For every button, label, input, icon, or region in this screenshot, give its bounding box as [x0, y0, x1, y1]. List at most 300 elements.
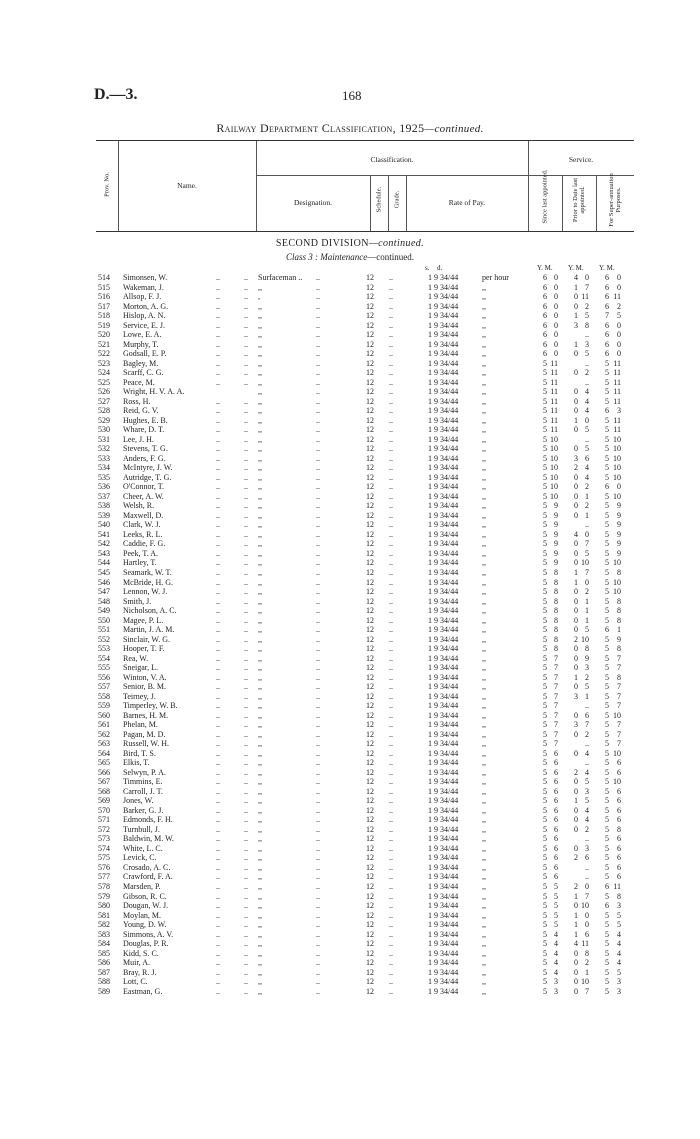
prior-months: 4 [585, 406, 589, 416]
leader-dots: .. [244, 377, 248, 387]
leader-dots: .. [244, 777, 248, 787]
leader-dots: .. [389, 634, 393, 644]
leader-dots: .. [316, 644, 320, 654]
schedule: 12 [366, 311, 374, 321]
leader-dots: .. [316, 691, 320, 701]
since-months: 0 [554, 330, 558, 340]
since-months: 10 [550, 472, 558, 482]
rate-unit: ,, [482, 958, 486, 968]
schedule: 12 [366, 853, 374, 863]
rate-of-pay: 1 9 34/44 [428, 920, 459, 930]
super-years: 5 [605, 358, 609, 368]
leader-dots: .. [244, 510, 248, 520]
prior-months: 7 [585, 282, 589, 292]
leader-dots: .. [316, 862, 320, 872]
leader-dots: .. [244, 663, 248, 673]
prov-number: 550 [98, 615, 110, 625]
super-months: 3 [617, 406, 621, 416]
since-years: 5 [543, 501, 547, 511]
super-years: 5 [605, 425, 609, 435]
employee-name: Rea, W. [123, 653, 149, 663]
rate-unit: ,, [482, 682, 486, 692]
schedule: 12 [366, 767, 374, 777]
rate-of-pay: 1 9 34/44 [428, 682, 459, 692]
leader-dots: .. [244, 425, 248, 435]
rate-unit: ,, [482, 691, 486, 701]
designation: ,, [258, 349, 262, 359]
prior-years: 1 [574, 910, 578, 920]
leader-dots: .. [316, 701, 320, 711]
since-months: 5 [554, 910, 558, 920]
leader-dots: .. [389, 920, 393, 930]
employee-name: Reid, G. V. [123, 406, 159, 416]
employee-name: Russell, W. H. [123, 739, 170, 749]
table-row [0, 949, 700, 959]
since-months: 11 [550, 387, 558, 397]
since-months: 4 [554, 948, 558, 958]
schedule: 12 [366, 615, 374, 625]
employee-name: Jones, W. [123, 796, 154, 806]
prior-years: 0 [574, 977, 578, 987]
since-years: 5 [543, 387, 547, 397]
super-years: 5 [605, 872, 609, 882]
prov-number: 526 [98, 387, 110, 397]
leader-dots: .. [244, 967, 248, 977]
leader-dots: .. [389, 349, 393, 359]
since-months: 9 [554, 558, 558, 568]
rate-unit: ,, [482, 596, 486, 606]
since-months: 5 [554, 891, 558, 901]
rate-of-pay: 1 9 34/44 [428, 691, 459, 701]
rate-of-pay: 1 9 34/44 [428, 644, 459, 654]
schedule: 12 [366, 634, 374, 644]
table-row [0, 920, 700, 930]
schedule: 12 [366, 273, 374, 282]
employee-name: Moylan, M. [123, 910, 161, 920]
leader-dots: .. [316, 587, 320, 597]
designation: ,, [258, 520, 262, 530]
prior-years: 4 [574, 529, 578, 539]
leader-dots: .. [216, 853, 220, 863]
rate-unit: ,, [482, 387, 486, 397]
prior-years: 0 [574, 472, 578, 482]
leader-dots: .. [316, 539, 320, 549]
header-since-last-appointed: Since last appointed. [541, 169, 549, 224]
employee-name: Leeks, R. L. [123, 529, 163, 539]
prov-number: 569 [98, 796, 110, 806]
prior-months: 8 [585, 644, 589, 654]
rate-of-pay: 1 9 34/44 [428, 882, 459, 891]
leader-dots: .. [316, 910, 320, 920]
prov-number: 549 [98, 606, 110, 616]
leader-dots: .. [316, 634, 320, 644]
leader-dots: .. [244, 520, 248, 530]
leader-dots: .. [244, 301, 248, 311]
since-years: 5 [543, 710, 547, 720]
schedule: 12 [366, 805, 374, 815]
employee-name: Stevens, T. G. [123, 444, 168, 454]
leader-dots: .. [316, 967, 320, 977]
rate-of-pay: 1 9 34/44 [428, 368, 459, 378]
leader-dots: .. [389, 682, 393, 692]
since-years: 5 [543, 815, 547, 825]
rate-unit: ,, [482, 748, 486, 758]
super-years: 5 [605, 606, 609, 616]
leader-dots: .. [316, 672, 320, 682]
leader-dots: .. [216, 339, 220, 349]
table-row [0, 796, 700, 806]
table-row [0, 644, 700, 654]
employee-name: Scarff, C. G. [123, 368, 164, 378]
rate-unit: ,, [482, 396, 486, 406]
super-years: 5 [605, 891, 609, 901]
leader-dots: .. [216, 948, 220, 958]
rate-of-pay: 1 9 34/44 [428, 311, 459, 321]
leader-dots: .. [216, 292, 220, 302]
super-months: 8 [617, 606, 621, 616]
super-months: 11 [613, 425, 621, 435]
leader-dots: .. [389, 758, 393, 768]
prior-months: 1 [585, 967, 589, 977]
leader-dots: .. [389, 834, 393, 844]
rate-of-pay: 1 9 34/44 [428, 273, 459, 282]
prior-months: 4 [585, 463, 589, 473]
leader-dots: .. [216, 834, 220, 844]
since-years: 5 [543, 548, 547, 558]
designation: ,, [258, 986, 262, 996]
since-months: 8 [554, 615, 558, 625]
leader-dots: .. [244, 349, 248, 359]
schedule: 12 [366, 653, 374, 663]
super-years: 5 [605, 434, 609, 444]
since-years: 5 [543, 748, 547, 758]
table-row [0, 606, 700, 616]
leader-dots: .. [216, 311, 220, 321]
leader-dots: .. [389, 872, 393, 882]
super-years: 5 [605, 720, 609, 730]
leader-dots: .. [316, 501, 320, 511]
prior-months: 8 [585, 948, 589, 958]
prior-years: 0 [574, 653, 578, 663]
super-years: 5 [605, 815, 609, 825]
prior-months: 2 [585, 587, 589, 597]
leader-dots: .. [244, 482, 248, 492]
employee-name: Caddie, F. G. [123, 539, 166, 549]
super-years: 5 [605, 444, 609, 454]
leader-dots: .. [389, 577, 393, 587]
prior-years: 0 [574, 368, 578, 378]
super-months: 7 [617, 701, 621, 711]
since-months: 11 [550, 425, 558, 435]
super-years: 5 [605, 491, 609, 501]
prov-number: 528 [98, 406, 110, 416]
header-rule [370, 175, 371, 231]
leader-dots: .. [389, 292, 393, 302]
schedule: 12 [366, 682, 374, 692]
since-months: 10 [550, 482, 558, 492]
leader-dots: .. [389, 396, 393, 406]
prov-number: 558 [98, 691, 110, 701]
prov-number: 541 [98, 529, 110, 539]
prior-months: .. [585, 358, 589, 368]
prior-months: 5 [585, 796, 589, 806]
prior-years: 0 [574, 539, 578, 549]
prov-number: 547 [98, 587, 110, 597]
leader-dots: .. [216, 882, 220, 891]
schedule: 12 [366, 482, 374, 492]
super-months: 10 [613, 558, 621, 568]
employee-name: Lennon, W. J. [123, 587, 168, 597]
leader-dots: .. [316, 320, 320, 330]
prior-years: 0 [574, 425, 578, 435]
leader-dots: .. [244, 501, 248, 511]
super-years: 5 [605, 672, 609, 682]
rate-of-pay: 1 9 34/44 [428, 739, 459, 749]
prior-years: 0 [574, 948, 578, 958]
leader-dots: .. [244, 910, 248, 920]
table-row [0, 720, 700, 730]
rate-unit: ,, [482, 862, 486, 872]
rate-unit: ,, [482, 425, 486, 435]
designation: ,, [258, 843, 262, 853]
designation: ,, [258, 672, 262, 682]
leader-dots: .. [389, 567, 393, 577]
since-months: 8 [554, 577, 558, 587]
rate-of-pay: 1 9 34/44 [428, 529, 459, 539]
leader-dots: .. [389, 939, 393, 949]
super-months: 4 [617, 948, 621, 958]
prov-number: 519 [98, 320, 110, 330]
since-years: 5 [543, 891, 547, 901]
since-years: 5 [543, 615, 547, 625]
prior-years: 0 [574, 729, 578, 739]
rate-unit: ,, [482, 891, 486, 901]
rate-of-pay: 1 9 34/44 [428, 349, 459, 359]
class-label: Class 3 : [286, 252, 319, 262]
prior-years: 1 [574, 796, 578, 806]
rate-unit: ,, [482, 634, 486, 644]
leader-dots: .. [316, 577, 320, 587]
schedule: 12 [366, 748, 374, 758]
leader-dots: .. [216, 482, 220, 492]
leader-dots: .. [216, 701, 220, 711]
leader-dots: .. [216, 891, 220, 901]
designation: ,, [258, 948, 262, 958]
since-months: 8 [554, 606, 558, 616]
prov-number: 560 [98, 710, 110, 720]
prior-months: 5 [585, 548, 589, 558]
super-years: 5 [605, 644, 609, 654]
super-months: 6 [617, 767, 621, 777]
since-months: 0 [554, 273, 558, 282]
since-months: 7 [554, 653, 558, 663]
leader-dots: .. [316, 415, 320, 425]
table-row [0, 958, 700, 968]
prov-number: 557 [98, 682, 110, 692]
leader-dots: .. [316, 786, 320, 796]
leader-dots: .. [316, 853, 320, 863]
super-months: 7 [617, 663, 621, 673]
table-row [0, 482, 700, 492]
prior-years: 0 [574, 301, 578, 311]
schedule: 12 [366, 815, 374, 825]
leader-dots: .. [244, 292, 248, 302]
schedule: 12 [366, 777, 374, 787]
schedule: 12 [366, 491, 374, 501]
prov-number: 536 [98, 482, 110, 492]
leader-dots: .. [216, 796, 220, 806]
table-row [0, 834, 700, 844]
table-row [0, 825, 700, 835]
leader-dots: .. [389, 901, 393, 911]
super-months: 10 [613, 777, 621, 787]
rate-unit: ,, [482, 786, 486, 796]
super-years: 5 [605, 529, 609, 539]
schedule: 12 [366, 644, 374, 654]
header-designation: Designation. [293, 198, 333, 207]
prior-months: .. [585, 701, 589, 711]
page-title [0, 121, 700, 136]
leader-dots: .. [216, 453, 220, 463]
leader-dots: .. [244, 920, 248, 930]
prior-months: 11 [581, 939, 589, 949]
super-years: 5 [605, 920, 609, 930]
table-row [0, 853, 700, 863]
leader-dots: .. [244, 396, 248, 406]
leader-dots: .. [316, 777, 320, 787]
schedule: 12 [366, 596, 374, 606]
super-months: 11 [613, 387, 621, 397]
leader-dots: .. [216, 406, 220, 416]
super-months: 10 [613, 434, 621, 444]
rate-unit: ,, [482, 929, 486, 939]
header-superannuation: For Super-annuation Purposes. [608, 173, 622, 227]
leader-dots: .. [389, 720, 393, 730]
prior-years: 0 [574, 625, 578, 635]
designation: ,, [258, 824, 262, 834]
leader-dots: .. [216, 805, 220, 815]
table-row [0, 930, 700, 940]
prov-number: 544 [98, 558, 110, 568]
rate-of-pay: 1 9 34/44 [428, 748, 459, 758]
employee-name: Timperley, W. B. [123, 701, 178, 711]
employee-name: Wright, H. V. A. A. [123, 387, 185, 397]
leader-dots: .. [316, 824, 320, 834]
leader-dots: .. [244, 311, 248, 321]
leader-dots: .. [389, 653, 393, 663]
super-months: 11 [613, 292, 621, 302]
employee-name: Young, D. W. [123, 920, 167, 930]
leader-dots: .. [316, 377, 320, 387]
since-years: 6 [543, 282, 547, 292]
leader-dots: .. [244, 577, 248, 587]
prior-years: 1 [574, 577, 578, 587]
schedule: 12 [366, 548, 374, 558]
prov-number: 518 [98, 311, 110, 321]
super-months: 6 [617, 843, 621, 853]
since-years: 5 [543, 920, 547, 930]
rate-unit: ,, [482, 872, 486, 882]
since-months: 8 [554, 644, 558, 654]
employee-name: Phelan, M. [123, 720, 158, 730]
leader-dots: .. [244, 615, 248, 625]
header-rate-of-pay: Rate of Pay. [448, 198, 486, 207]
prior-years: 3 [574, 453, 578, 463]
leader-dots: .. [316, 387, 320, 397]
schedule: 12 [366, 625, 374, 635]
leader-dots: .. [389, 615, 393, 625]
leader-dots: .. [216, 434, 220, 444]
leader-dots: .. [389, 320, 393, 330]
super-months: 11 [613, 396, 621, 406]
super-years: 5 [605, 472, 609, 482]
super-months: 5 [617, 311, 621, 321]
rate-of-pay: 1 9 34/44 [428, 824, 459, 834]
super-years: 5 [605, 663, 609, 673]
leader-dots: .. [316, 396, 320, 406]
super-years: 5 [605, 758, 609, 768]
prior-years: 0 [574, 901, 578, 911]
rate-unit: ,, [482, 777, 486, 787]
leader-dots: .. [389, 434, 393, 444]
leader-dots: .. [316, 758, 320, 768]
leader-dots: .. [244, 444, 248, 454]
since-months: 7 [554, 720, 558, 730]
since-months: 0 [554, 292, 558, 302]
rate-unit: ,, [482, 701, 486, 711]
super-years: 5 [605, 853, 609, 863]
table-row [0, 454, 700, 464]
leader-dots: .. [244, 358, 248, 368]
rate-of-pay: 1 9 34/44 [428, 282, 459, 292]
leader-dots: .. [316, 882, 320, 891]
schedule: 12 [366, 501, 374, 511]
rate-unit: ,, [482, 406, 486, 416]
table-row [0, 340, 700, 350]
schedule: 12 [366, 567, 374, 577]
super-months: 11 [613, 358, 621, 368]
employee-name: Bray, R. J. [123, 967, 157, 977]
employee-name: Gibson, R. C. [123, 891, 167, 901]
table-row [0, 815, 700, 825]
leader-dots: .. [389, 701, 393, 711]
rate-unit: ,, [482, 463, 486, 473]
since-months: 9 [554, 501, 558, 511]
designation: ,, [258, 501, 262, 511]
designation: ,, [258, 396, 262, 406]
prior-months: 3 [585, 663, 589, 673]
rate-unit: ,, [482, 625, 486, 635]
designation: ,, [258, 710, 262, 720]
prior-years: 0 [574, 682, 578, 692]
since-years: 5 [543, 853, 547, 863]
employee-name: Douglas, P. R. [123, 939, 169, 949]
super-months: 1 [617, 625, 621, 635]
designation: ,, [258, 663, 262, 673]
super-years: 5 [605, 929, 609, 939]
super-years: 5 [605, 910, 609, 920]
schedule: 12 [366, 330, 374, 340]
leader-dots: .. [216, 596, 220, 606]
rate-unit: ,, [482, 939, 486, 949]
super-months: 6 [617, 862, 621, 872]
prov-number: 556 [98, 672, 110, 682]
leader-dots: .. [216, 444, 220, 454]
employee-name: Selwyn, P. A. [123, 767, 166, 777]
schedule: 12 [366, 463, 374, 473]
rate-unit: ,, [482, 292, 486, 302]
schedule: 12 [366, 349, 374, 359]
